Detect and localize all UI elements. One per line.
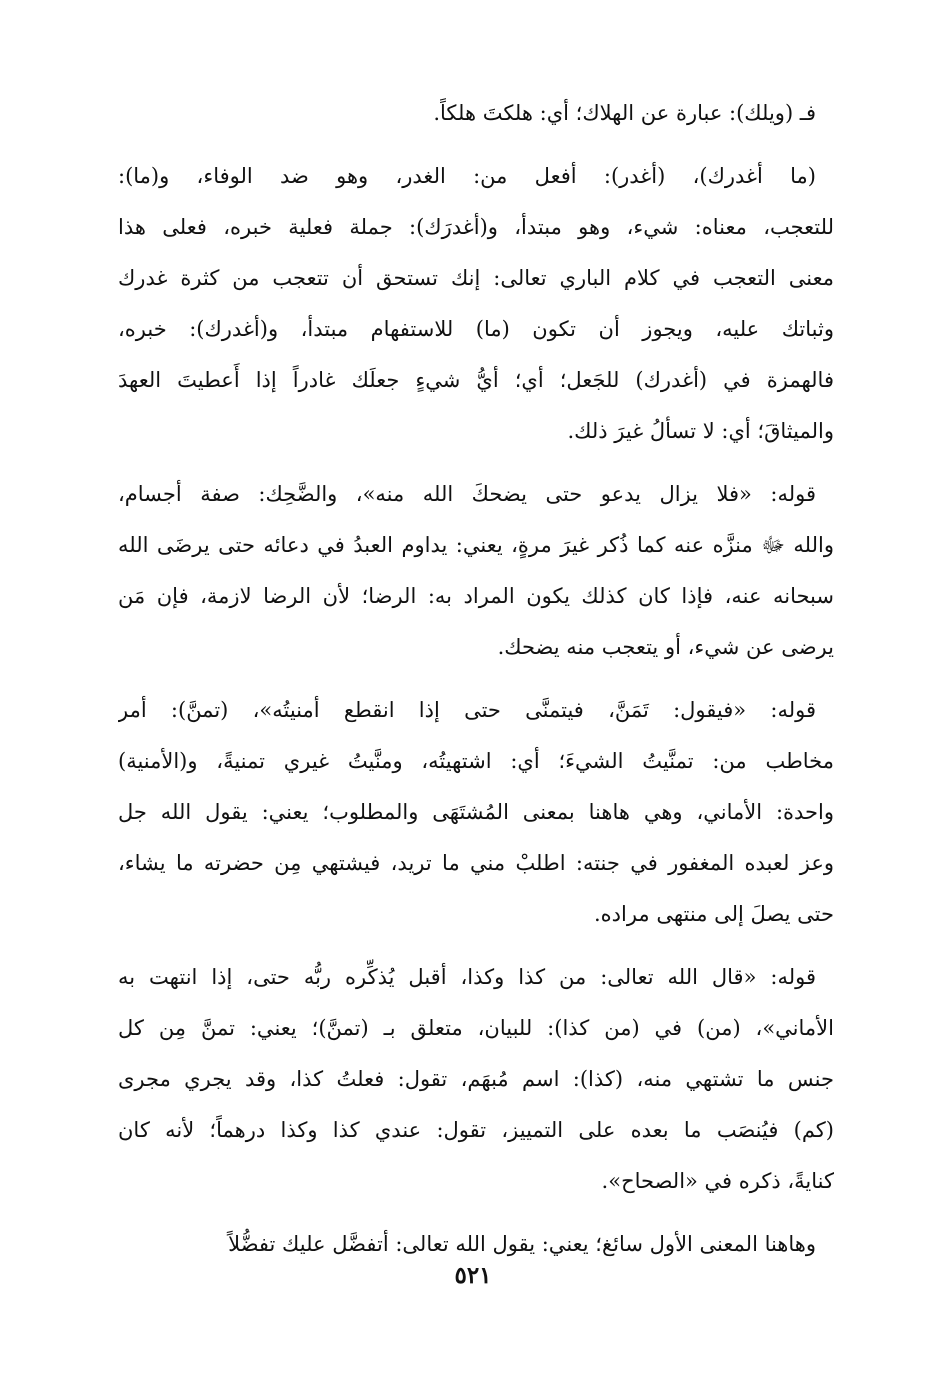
paragraph [118, 469, 834, 673]
text-line: (ما أغدرك)، (أغدر): أفعل من: الغدر، وهو ضد الوفاء، و(ما): [118, 164, 816, 188]
text-line: وعز لعبده المغفور في جنته: اطلبْ مني ما تريد، فيشتهي مِن حضرته ما يشاء، [118, 851, 834, 875]
text-line: والميثاقَ؛ أي: لا تسألُ غيرَ ذلك. [567, 419, 834, 443]
text-line: سبحانه عنه، فإذا كان كذلك يكون المراد به: الرضا؛ لأن الرضا لازمة، فإن مَن [118, 584, 834, 608]
text-line: فالهمزة في (أغدرك) للجَعل؛ أي؛ أيُّ شيءٍ جعلَك غادراً إذا أَعطيتَ العهدَ [118, 368, 834, 392]
text-line: (كم) فيُنصَب ما بعده على التمييز، تقول: عندي كذا وكذا درهماً؛ لأنه كان [118, 1118, 834, 1142]
text-line: وهاهنا المعنى الأول سائغ؛ يعني: يقول الله تعالى: أتفضَّل عليك تفضُّلاً [228, 1232, 816, 1256]
text-line: الأماني»، (من) في (من كذا): للبيان، متعلق بـ (تمنَّ)؛ يعني: تمنَّ مِن كل [118, 1016, 834, 1040]
text-line: وثباتك عليه، ويجوز أن تكون (ما) للاستفهام مبتدأ، و(أغدرك): خبره، [118, 317, 834, 341]
text-line: قوله: «فيقول: تَمَنَّ، فيتمنَّى حتى إذا انقطع أمنيتُه»، (تمنَّ): أمر [118, 698, 816, 722]
paragraph [118, 685, 834, 940]
text-line: والله ﷻ منزَّه عنه كما ذُكر غيرَ مرةٍ، يعني: يداوم العبدُ في دعائه حتى يرضَى الله [118, 533, 834, 557]
paragraph [118, 88, 834, 139]
page-body [118, 88, 834, 1282]
text-line: حتى يصلَ إلى منتهى مراده. [593, 902, 834, 926]
text-line: للتعجب، معناه: شيء، وهو مبتدأ، و(أغدرَك): جملة فعلية خبره، فعلى هذا [118, 215, 834, 239]
text-line: معنى التعجب في كلام الباري تعالى: إنك تستحق أن تتعجب من كثرة غدرك [118, 266, 834, 290]
text-line: قوله: «قال الله تعالى: من كذا وكذا، أقبل يُذكِّره ربُّه حتى، إذا انتهت به [118, 965, 816, 989]
text-line: جنس ما تشتهي منه، (كذا): اسم مُبهَم، تقول: فعلتُ كذا، وقد يجري مجرى [118, 1067, 834, 1091]
text-line: قوله: «فلا يزال يدعو حتى يضحكَ الله منه»، والضَّحِك: صفة أجسام، [118, 482, 816, 506]
page-number: ٥٢١ [454, 1262, 492, 1289]
text-line: يرضى عن شيء، أو يتعجب منه يضحك. [497, 635, 834, 659]
text-line: مخاطب من: تمنَّيتُ الشيءَ؛ أي: اشتهيتُه، ومنَّيتُ غيري تمنيةً، و(الأمنية) [118, 749, 834, 773]
paragraph [118, 952, 834, 1207]
text-line: فـ (ويلك): عبارة عن الهلاك؛ أي: هلكتَ هلكاً. [433, 101, 816, 125]
paragraph [118, 151, 834, 457]
text-line: واحدة: الأماني، وهي هاهنا بمعنى المُشتَهَى والمطلوب؛ يعني: يقول الله جل [118, 800, 834, 824]
text-line: كنايةً، ذكره في «الصحاح». [601, 1169, 834, 1193]
